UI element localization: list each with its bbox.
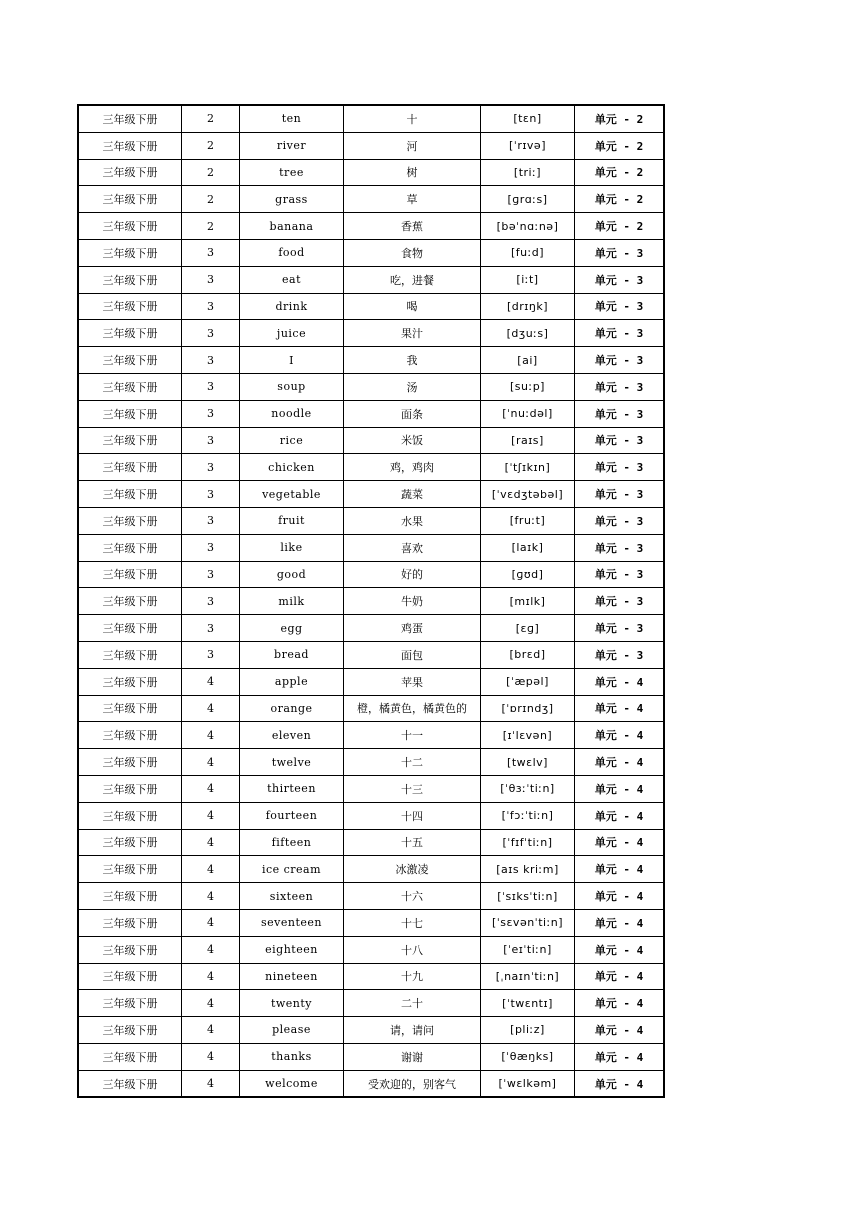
table-row	[78, 320, 664, 347]
chinese-meaning-cell[interactable]: 橙，橘黄色，橘黄色的	[344, 695, 481, 722]
table-row	[78, 936, 664, 963]
chinese-meaning-cell[interactable]: 十二	[344, 749, 481, 776]
unit-tag-cell[interactable]: 单元 - 4	[575, 668, 665, 695]
chinese-meaning-cell[interactable]: 十一	[344, 722, 481, 749]
phonetic-cell[interactable]: [pliːz]	[481, 1017, 575, 1044]
unit-number-cell[interactable]: 4	[182, 963, 240, 990]
chinese-meaning-cell[interactable]: 鸡，鸡肉	[344, 454, 481, 481]
chinese-meaning-cell[interactable]: 面包	[344, 641, 481, 668]
english-word-cell[interactable]: twelve	[240, 749, 344, 776]
unit-number-cell[interactable]: 4	[182, 722, 240, 749]
grade-cell[interactable]: 三年级下册	[78, 239, 182, 266]
table-row	[78, 802, 664, 829]
unit-tag-cell[interactable]: 单元 - 3	[575, 347, 665, 374]
english-word-cell[interactable]: tree	[240, 159, 344, 186]
english-word-cell[interactable]: soup	[240, 373, 344, 400]
unit-number-cell[interactable]: 4	[182, 1017, 240, 1044]
grade-cell[interactable]: 三年级下册	[78, 400, 182, 427]
table-row	[78, 561, 664, 588]
table-row	[78, 695, 664, 722]
grade-cell[interactable]: 三年级下册	[78, 829, 182, 856]
table-row	[78, 909, 664, 936]
phonetic-cell[interactable]: [triː]	[481, 159, 575, 186]
grade-cell[interactable]: 三年级下册	[78, 159, 182, 186]
phonetic-cell[interactable]: [ˈtwɛntɪ]	[481, 990, 575, 1017]
phonetic-cell[interactable]: [ˈθɜːˈtiːn]	[481, 775, 575, 802]
grade-cell[interactable]: 三年级下册	[78, 1043, 182, 1070]
english-word-cell[interactable]: drink	[240, 293, 344, 320]
unit-tag-cell[interactable]: 单元 - 4	[575, 722, 665, 749]
chinese-meaning-cell[interactable]: 十八	[344, 936, 481, 963]
english-word-cell[interactable]: fruit	[240, 507, 344, 534]
unit-tag-cell[interactable]: 单元 - 3	[575, 320, 665, 347]
unit-tag-cell[interactable]: 单元 - 3	[575, 641, 665, 668]
chinese-meaning-cell[interactable]: 果汁	[344, 320, 481, 347]
chinese-meaning-cell[interactable]: 我	[344, 347, 481, 374]
phonetic-cell[interactable]: [ˈtʃɪkɪn]	[481, 454, 575, 481]
phonetic-cell[interactable]: [ai]	[481, 347, 575, 374]
unit-number-cell[interactable]: 4	[182, 990, 240, 1017]
english-word-cell[interactable]: I	[240, 347, 344, 374]
phonetic-cell[interactable]: [fuːd]	[481, 239, 575, 266]
unit-number-cell[interactable]: 3	[182, 481, 240, 508]
unit-number-cell[interactable]: 3	[182, 347, 240, 374]
english-word-cell[interactable]: fourteen	[240, 802, 344, 829]
table-row	[78, 1017, 664, 1044]
english-word-cell[interactable]: nineteen	[240, 963, 344, 990]
grade-cell[interactable]: 三年级下册	[78, 588, 182, 615]
phonetic-cell[interactable]: [iːt]	[481, 266, 575, 293]
table-row	[78, 1043, 664, 1070]
unit-number-cell[interactable]: 2	[182, 159, 240, 186]
unit-number-cell[interactable]: 3	[182, 534, 240, 561]
chinese-meaning-cell[interactable]: 冰激凌	[344, 856, 481, 883]
phonetic-cell[interactable]: [suːp]	[481, 373, 575, 400]
unit-tag-cell[interactable]: 单元 - 3	[575, 615, 665, 642]
english-word-cell[interactable]: like	[240, 534, 344, 561]
chinese-meaning-cell[interactable]: 十三	[344, 775, 481, 802]
grade-cell[interactable]: 三年级下册	[78, 507, 182, 534]
unit-tag-cell[interactable]: 单元 - 4	[575, 856, 665, 883]
phonetic-cell[interactable]: [ˈθæŋks]	[481, 1043, 575, 1070]
unit-tag-cell[interactable]: 单元 - 2	[575, 105, 665, 132]
grade-cell[interactable]: 三年级下册	[78, 293, 182, 320]
unit-tag-cell[interactable]: 单元 - 3	[575, 427, 665, 454]
chinese-meaning-cell[interactable]: 牛奶	[344, 588, 481, 615]
unit-tag-cell[interactable]: 单元 - 4	[575, 1017, 665, 1044]
phonetic-cell[interactable]: [raɪs]	[481, 427, 575, 454]
chinese-meaning-cell[interactable]: 谢谢	[344, 1043, 481, 1070]
unit-number-cell[interactable]: 4	[182, 749, 240, 776]
unit-tag-cell[interactable]: 单元 - 3	[575, 481, 665, 508]
table-row	[78, 266, 664, 293]
chinese-meaning-cell[interactable]: 十四	[344, 802, 481, 829]
unit-number-cell[interactable]: 4	[182, 1070, 240, 1097]
table-row	[78, 588, 664, 615]
phonetic-cell[interactable]: [ɪˈlɛvən]	[481, 722, 575, 749]
chinese-meaning-cell[interactable]: 苹果	[344, 668, 481, 695]
table-row	[78, 239, 664, 266]
table-row	[78, 856, 664, 883]
grade-cell[interactable]: 三年级下册	[78, 641, 182, 668]
chinese-meaning-cell[interactable]: 水果	[344, 507, 481, 534]
grade-cell[interactable]: 三年级下册	[78, 775, 182, 802]
unit-tag-cell[interactable]: 单元 - 2	[575, 132, 665, 159]
table-row	[78, 507, 664, 534]
unit-number-cell[interactable]: 3	[182, 400, 240, 427]
grade-cell[interactable]: 三年级下册	[78, 481, 182, 508]
table-row	[78, 775, 664, 802]
grade-cell[interactable]: 三年级下册	[78, 722, 182, 749]
unit-tag-cell[interactable]: 单元 - 4	[575, 829, 665, 856]
chinese-meaning-cell[interactable]: 十	[344, 105, 481, 132]
grade-cell[interactable]: 三年级下册	[78, 186, 182, 213]
table-row	[78, 534, 664, 561]
english-word-cell[interactable]: eat	[240, 266, 344, 293]
unit-number-cell[interactable]: 3	[182, 373, 240, 400]
table-row	[78, 427, 664, 454]
unit-tag-cell[interactable]: 单元 - 4	[575, 883, 665, 910]
phonetic-cell[interactable]: [ɡrɑːs]	[481, 186, 575, 213]
phonetic-cell[interactable]: [ˈsɛvənˈtiːn]	[481, 909, 575, 936]
english-word-cell[interactable]: egg	[240, 615, 344, 642]
grade-cell[interactable]: 三年级下册	[78, 749, 182, 776]
phonetic-cell[interactable]: [ˈrɪvə]	[481, 132, 575, 159]
grade-cell[interactable]: 三年级下册	[78, 615, 182, 642]
unit-tag-cell[interactable]: 单元 - 3	[575, 293, 665, 320]
phonetic-cell[interactable]: [fruːt]	[481, 507, 575, 534]
unit-number-cell[interactable]: 3	[182, 266, 240, 293]
english-word-cell[interactable]: ice cream	[240, 856, 344, 883]
table-row	[78, 481, 664, 508]
unit-tag-cell[interactable]: 单元 - 4	[575, 775, 665, 802]
grade-cell[interactable]: 三年级下册	[78, 105, 182, 132]
english-word-cell[interactable]: vegetable	[240, 481, 344, 508]
phonetic-cell[interactable]: [brɛd]	[481, 641, 575, 668]
unit-tag-cell[interactable]: 单元 - 3	[575, 400, 665, 427]
grade-cell[interactable]: 三年级下册	[78, 802, 182, 829]
unit-number-cell[interactable]: 2	[182, 213, 240, 240]
unit-number-cell[interactable]: 4	[182, 909, 240, 936]
phonetic-cell[interactable]: [bəˈnɑːnə]	[481, 213, 575, 240]
table-row	[78, 1070, 664, 1097]
grade-cell[interactable]: 三年级下册	[78, 454, 182, 481]
english-word-cell[interactable]: fifteen	[240, 829, 344, 856]
unit-number-cell[interactable]: 4	[182, 668, 240, 695]
unit-tag-cell[interactable]: 单元 - 4	[575, 1043, 665, 1070]
table-row	[78, 400, 664, 427]
unit-tag-cell[interactable]: 单元 - 3	[575, 454, 665, 481]
english-word-cell[interactable]: juice	[240, 320, 344, 347]
phonetic-cell[interactable]: [drɪŋk]	[481, 293, 575, 320]
grade-cell[interactable]: 三年级下册	[78, 668, 182, 695]
english-word-cell[interactable]: thirteen	[240, 775, 344, 802]
english-word-cell[interactable]: sixteen	[240, 883, 344, 910]
chinese-meaning-cell[interactable]: 食物	[344, 239, 481, 266]
chinese-meaning-cell[interactable]: 喝	[344, 293, 481, 320]
grade-cell[interactable]: 三年级下册	[78, 320, 182, 347]
grade-cell[interactable]: 三年级下册	[78, 347, 182, 374]
unit-tag-cell[interactable]: 单元 - 3	[575, 588, 665, 615]
phonetic-cell[interactable]: [ˈɒrɪndʒ]	[481, 695, 575, 722]
chinese-meaning-cell[interactable]: 草	[344, 186, 481, 213]
english-word-cell[interactable]: bread	[240, 641, 344, 668]
chinese-meaning-cell[interactable]: 树	[344, 159, 481, 186]
unit-number-cell[interactable]: 3	[182, 320, 240, 347]
unit-tag-cell[interactable]: 单元 - 4	[575, 695, 665, 722]
english-word-cell[interactable]: apple	[240, 668, 344, 695]
unit-number-cell[interactable]: 4	[182, 883, 240, 910]
unit-tag-cell[interactable]: 单元 - 3	[575, 266, 665, 293]
english-word-cell[interactable]: food	[240, 239, 344, 266]
phonetic-cell[interactable]: [aɪs kriːm]	[481, 856, 575, 883]
table-row	[78, 159, 664, 186]
english-word-cell[interactable]: eleven	[240, 722, 344, 749]
table-row	[78, 668, 664, 695]
phonetic-cell[interactable]: [ɡʊd]	[481, 561, 575, 588]
unit-number-cell[interactable]: 3	[182, 454, 240, 481]
unit-tag-cell[interactable]: 单元 - 3	[575, 534, 665, 561]
grade-cell[interactable]: 三年级下册	[78, 990, 182, 1017]
vocabulary-table	[77, 104, 665, 1098]
table-row	[78, 132, 664, 159]
english-word-cell[interactable]: thanks	[240, 1043, 344, 1070]
phonetic-cell[interactable]: [laɪk]	[481, 534, 575, 561]
english-word-cell[interactable]: seventeen	[240, 909, 344, 936]
unit-tag-cell[interactable]: 单元 - 3	[575, 507, 665, 534]
grade-cell[interactable]: 三年级下册	[78, 883, 182, 910]
grade-cell[interactable]: 三年级下册	[78, 856, 182, 883]
unit-number-cell[interactable]: 2	[182, 105, 240, 132]
unit-tag-cell[interactable]: 单元 - 4	[575, 990, 665, 1017]
chinese-meaning-cell[interactable]: 二十	[344, 990, 481, 1017]
english-word-cell[interactable]: orange	[240, 695, 344, 722]
chinese-meaning-cell[interactable]: 河	[344, 132, 481, 159]
unit-number-cell[interactable]: 3	[182, 507, 240, 534]
english-word-cell[interactable]: rice	[240, 427, 344, 454]
chinese-meaning-cell[interactable]: 十七	[344, 909, 481, 936]
chinese-meaning-cell[interactable]: 汤	[344, 373, 481, 400]
english-word-cell[interactable]: noodle	[240, 400, 344, 427]
grade-cell[interactable]: 三年级下册	[78, 561, 182, 588]
unit-tag-cell[interactable]: 单元 - 4	[575, 802, 665, 829]
chinese-meaning-cell[interactable]: 面条	[344, 400, 481, 427]
english-word-cell[interactable]: ten	[240, 105, 344, 132]
unit-tag-cell[interactable]: 单元 - 4	[575, 963, 665, 990]
grade-cell[interactable]: 三年级下册	[78, 266, 182, 293]
table-row	[78, 829, 664, 856]
unit-number-cell[interactable]: 4	[182, 829, 240, 856]
chinese-meaning-cell[interactable]: 十六	[344, 883, 481, 910]
phonetic-cell[interactable]: [ˈvɛdʒtəbəl]	[481, 481, 575, 508]
unit-number-cell[interactable]: 3	[182, 588, 240, 615]
grade-cell[interactable]: 三年级下册	[78, 213, 182, 240]
phonetic-cell[interactable]: [mɪlk]	[481, 588, 575, 615]
unit-number-cell[interactable]: 3	[182, 427, 240, 454]
english-word-cell[interactable]: grass	[240, 186, 344, 213]
table-row	[78, 347, 664, 374]
unit-tag-cell[interactable]: 单元 - 2	[575, 159, 665, 186]
phonetic-cell[interactable]: [dʒuːs]	[481, 320, 575, 347]
english-word-cell[interactable]: welcome	[240, 1070, 344, 1097]
unit-number-cell[interactable]: 3	[182, 293, 240, 320]
grade-cell[interactable]: 三年级下册	[78, 936, 182, 963]
table-row	[78, 883, 664, 910]
unit-number-cell[interactable]: 3	[182, 641, 240, 668]
table-row	[78, 990, 664, 1017]
english-word-cell[interactable]: river	[240, 132, 344, 159]
grade-cell[interactable]: 三年级下册	[78, 373, 182, 400]
chinese-meaning-cell[interactable]: 喜欢	[344, 534, 481, 561]
grade-cell[interactable]: 三年级下册	[78, 695, 182, 722]
phonetic-cell[interactable]: [ˌnaɪnˈtiːn]	[481, 963, 575, 990]
table-row	[78, 105, 664, 132]
unit-tag-cell[interactable]: 单元 - 4	[575, 909, 665, 936]
chinese-meaning-cell[interactable]: 米饭	[344, 427, 481, 454]
english-word-cell[interactable]: banana	[240, 213, 344, 240]
english-word-cell[interactable]: twenty	[240, 990, 344, 1017]
chinese-meaning-cell[interactable]: 吃，进餐	[344, 266, 481, 293]
unit-tag-cell[interactable]: 单元 - 2	[575, 213, 665, 240]
phonetic-cell[interactable]: [ˈwɛlkəm]	[481, 1070, 575, 1097]
table-row	[78, 963, 664, 990]
chinese-meaning-cell[interactable]: 受欢迎的，别客气	[344, 1070, 481, 1097]
table-row	[78, 641, 664, 668]
table-row	[78, 615, 664, 642]
phonetic-cell[interactable]: [ˈeɪˈtiːn]	[481, 936, 575, 963]
english-word-cell[interactable]: milk	[240, 588, 344, 615]
grade-cell[interactable]: 三年级下册	[78, 132, 182, 159]
table-row	[78, 454, 664, 481]
unit-number-cell[interactable]: 4	[182, 802, 240, 829]
vocabulary-table-body	[78, 105, 664, 1097]
english-word-cell[interactable]: eighteen	[240, 936, 344, 963]
chinese-meaning-cell[interactable]: 鸡蛋	[344, 615, 481, 642]
unit-tag-cell[interactable]: 单元 - 3	[575, 373, 665, 400]
phonetic-cell[interactable]: [ˈfɔːˈtiːn]	[481, 802, 575, 829]
chinese-meaning-cell[interactable]: 好的	[344, 561, 481, 588]
unit-tag-cell[interactable]: 单元 - 4	[575, 1070, 665, 1097]
phonetic-cell[interactable]: [ɛɡ]	[481, 615, 575, 642]
table-row	[78, 186, 664, 213]
table-row	[78, 213, 664, 240]
unit-tag-cell[interactable]: 单元 - 3	[575, 239, 665, 266]
english-word-cell[interactable]: chicken	[240, 454, 344, 481]
phonetic-cell[interactable]: [ˈnuːdəl]	[481, 400, 575, 427]
unit-number-cell[interactable]: 4	[182, 936, 240, 963]
unit-tag-cell[interactable]: 单元 - 4	[575, 936, 665, 963]
phonetic-cell[interactable]: [ˈsɪksˈtiːn]	[481, 883, 575, 910]
phonetic-cell[interactable]: [twɛlv]	[481, 749, 575, 776]
phonetic-cell[interactable]: [ˈæpəl]	[481, 668, 575, 695]
unit-number-cell[interactable]: 4	[182, 1043, 240, 1070]
unit-number-cell[interactable]: 4	[182, 856, 240, 883]
chinese-meaning-cell[interactable]: 香蕉	[344, 213, 481, 240]
english-word-cell[interactable]: good	[240, 561, 344, 588]
chinese-meaning-cell[interactable]: 请，请问	[344, 1017, 481, 1044]
chinese-meaning-cell[interactable]: 十五	[344, 829, 481, 856]
unit-tag-cell[interactable]: 单元 - 3	[575, 561, 665, 588]
english-word-cell[interactable]: please	[240, 1017, 344, 1044]
chinese-meaning-cell[interactable]: 十九	[344, 963, 481, 990]
grade-cell[interactable]: 三年级下册	[78, 963, 182, 990]
phonetic-cell[interactable]: [tɛn]	[481, 105, 575, 132]
phonetic-cell[interactable]: [ˈfɪfˈtiːn]	[481, 829, 575, 856]
table-row	[78, 722, 664, 749]
unit-number-cell[interactable]: 2	[182, 132, 240, 159]
unit-tag-cell[interactable]: 单元 - 4	[575, 749, 665, 776]
unit-number-cell[interactable]: 4	[182, 695, 240, 722]
unit-number-cell[interactable]: 3	[182, 239, 240, 266]
unit-number-cell[interactable]: 3	[182, 561, 240, 588]
grade-cell[interactable]: 三年级下册	[78, 1070, 182, 1097]
chinese-meaning-cell[interactable]: 蔬菜	[344, 481, 481, 508]
table-row	[78, 749, 664, 776]
unit-number-cell[interactable]: 3	[182, 615, 240, 642]
grade-cell[interactable]: 三年级下册	[78, 427, 182, 454]
table-row	[78, 293, 664, 320]
unit-number-cell[interactable]: 2	[182, 186, 240, 213]
unit-tag-cell[interactable]: 单元 - 2	[575, 186, 665, 213]
grade-cell[interactable]: 三年级下册	[78, 909, 182, 936]
table-row	[78, 373, 664, 400]
unit-number-cell[interactable]: 4	[182, 775, 240, 802]
grade-cell[interactable]: 三年级下册	[78, 534, 182, 561]
grade-cell[interactable]: 三年级下册	[78, 1017, 182, 1044]
